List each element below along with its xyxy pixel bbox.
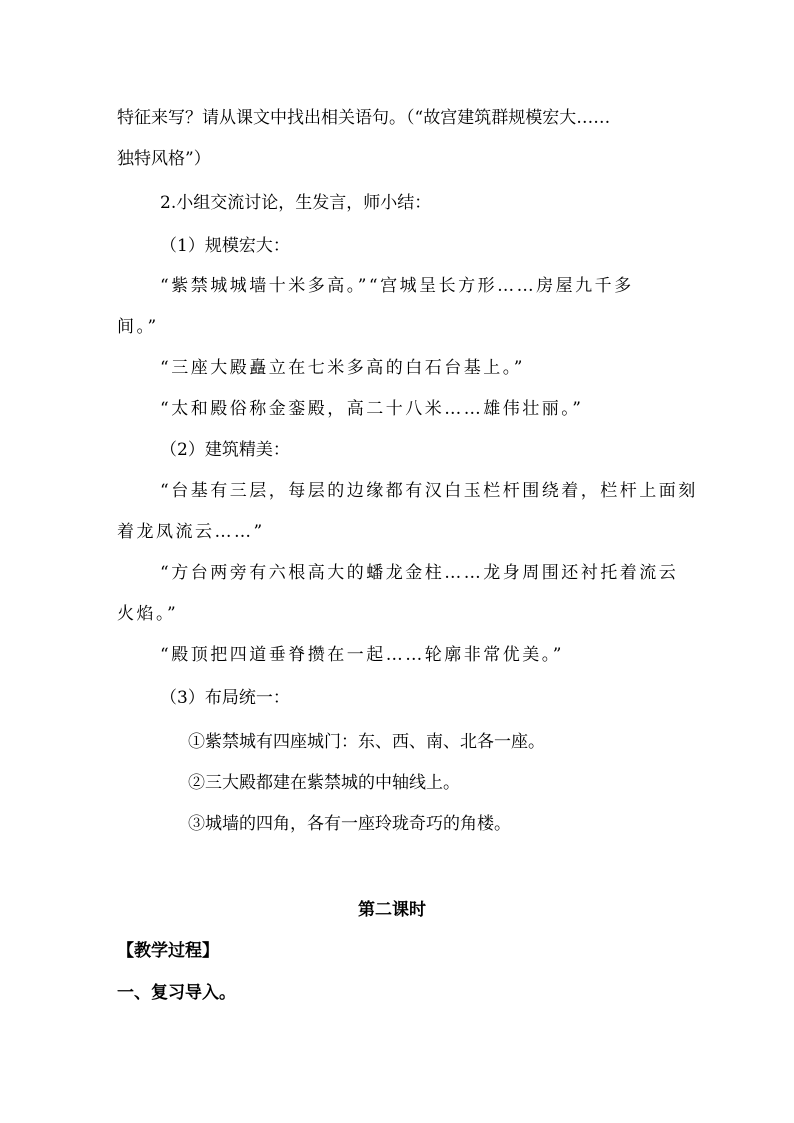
quote-2a-line-2: 着龙凤流云……” <box>117 522 265 542</box>
layout-item-2: ②三大殿都建在紫禁城的中轴线上。 <box>188 773 460 793</box>
point-3-heading: （3）布局统一： <box>160 688 290 708</box>
layout-item-3: ③城墙的四角，各有一座玲珑奇巧的角楼。 <box>188 814 511 834</box>
quote-2b-line-1: “方台两旁有六根高大的蟠龙金柱……龙身周围还衬托着流云 <box>160 563 679 583</box>
quote-1a-line-2: 间。” <box>117 317 159 337</box>
layout-item-1: ①紫禁城有四座城门：东、西、南、北各一座。 <box>188 732 545 752</box>
subsection-1: 一、复习导入。 <box>117 983 236 1003</box>
quote-2c: “殿顶把四道垂脊攒在一起……轮廓非常优美。” <box>160 645 564 665</box>
section-title: 【教学过程】 <box>117 941 219 961</box>
point-2-heading: （2）建筑精美： <box>160 440 290 460</box>
intro-line-1: 特征来写？请从课文中找出相关语句。（“故宫建筑群规模宏大…… <box>117 108 611 128</box>
quote-1c: “太和殿俗称金銮殿，高二十八米……雄伟壮丽。” <box>160 399 584 419</box>
step-2-text: 2.小组交流讨论，生发言，师小结： <box>160 193 432 213</box>
quote-2a-line-1: “台基有三层，每层的边缘都有汉白玉栏杆围绕着，栏杆上面刻 <box>160 481 698 501</box>
point-1-heading: （1）规模宏大： <box>160 236 290 256</box>
lesson-title: 第二课时 <box>358 900 426 920</box>
quote-2b-line-2: 火焰。” <box>117 604 179 624</box>
quote-1b: “三座大殿矗立在七米多高的白石台基上。” <box>160 358 525 378</box>
quote-1a-line-1: “紫禁城城墙十米多高。”“宫城呈长方形……房屋九千多 <box>160 276 634 296</box>
intro-line-2: 独特风格”） <box>117 149 211 169</box>
